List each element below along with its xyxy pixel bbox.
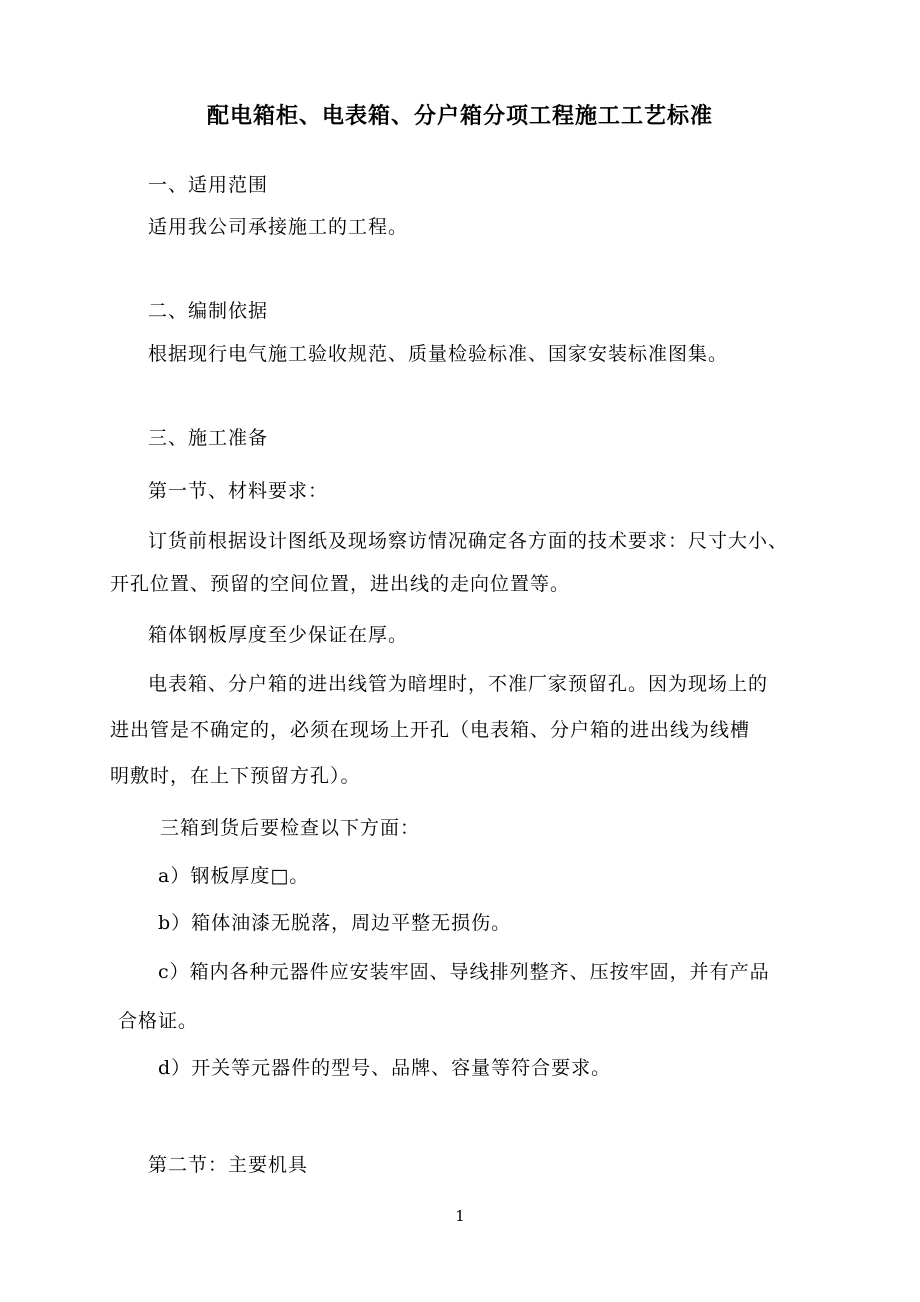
scope-text: 适用我公司承接施工的工程。	[148, 216, 409, 238]
list-item-b: b）箱体油漆无脱落，周边平整无损伤。	[158, 912, 512, 934]
paragraph-line: 进出管是不确定的，必须在现场上开孔（电表箱、分户箱的进出线为线槽	[110, 719, 751, 741]
check-intro: 三箱到货后要检查以下方面：	[160, 817, 421, 839]
paragraph-line: 订货前根据设计图纸及现场察访情况确定各方面的技术要求：尺寸大小、	[148, 530, 789, 552]
list-item-a: a）钢板厚度□。	[158, 865, 310, 887]
list-item-c: c）箱内各种元器件应安装牢固、导线排列整齐、压按牢固，并有产品	[158, 961, 770, 983]
list-item-d: d）开关等元器件的型号、品牌、容量等符合要求。	[158, 1057, 612, 1079]
prep-heading: 三、施工准备	[148, 427, 269, 449]
page-number: 1	[455, 1207, 465, 1225]
paragraph-line: 电表箱、分户箱的进出线管为暗埋时，不准厂家预留孔。因为现场上的	[148, 673, 769, 695]
paragraph-line: 箱体钢板厚度至少保证在厚。	[148, 624, 409, 646]
paragraph-line: 明敷时，在上下预留方孔）。	[110, 765, 361, 787]
basis-heading: 二、编制依据	[148, 300, 269, 322]
basis-text: 根据现行电气施工验收规范、质量检验标准、国家安装标准图集。	[148, 343, 729, 365]
section2-heading: 第二节：主要机具	[148, 1154, 309, 1176]
list-item-c-continuation: 合格证。	[118, 1010, 199, 1032]
document-title: 配电箱柜、电表箱、分户箱分项工程施工工艺标准	[206, 103, 713, 129]
scope-heading: 一、适用范围	[148, 174, 269, 196]
paragraph-line: 开孔位置、预留的空间位置，进出线的走向位置等。	[110, 573, 571, 595]
section1-heading: 第一节、材料要求：	[148, 480, 329, 502]
